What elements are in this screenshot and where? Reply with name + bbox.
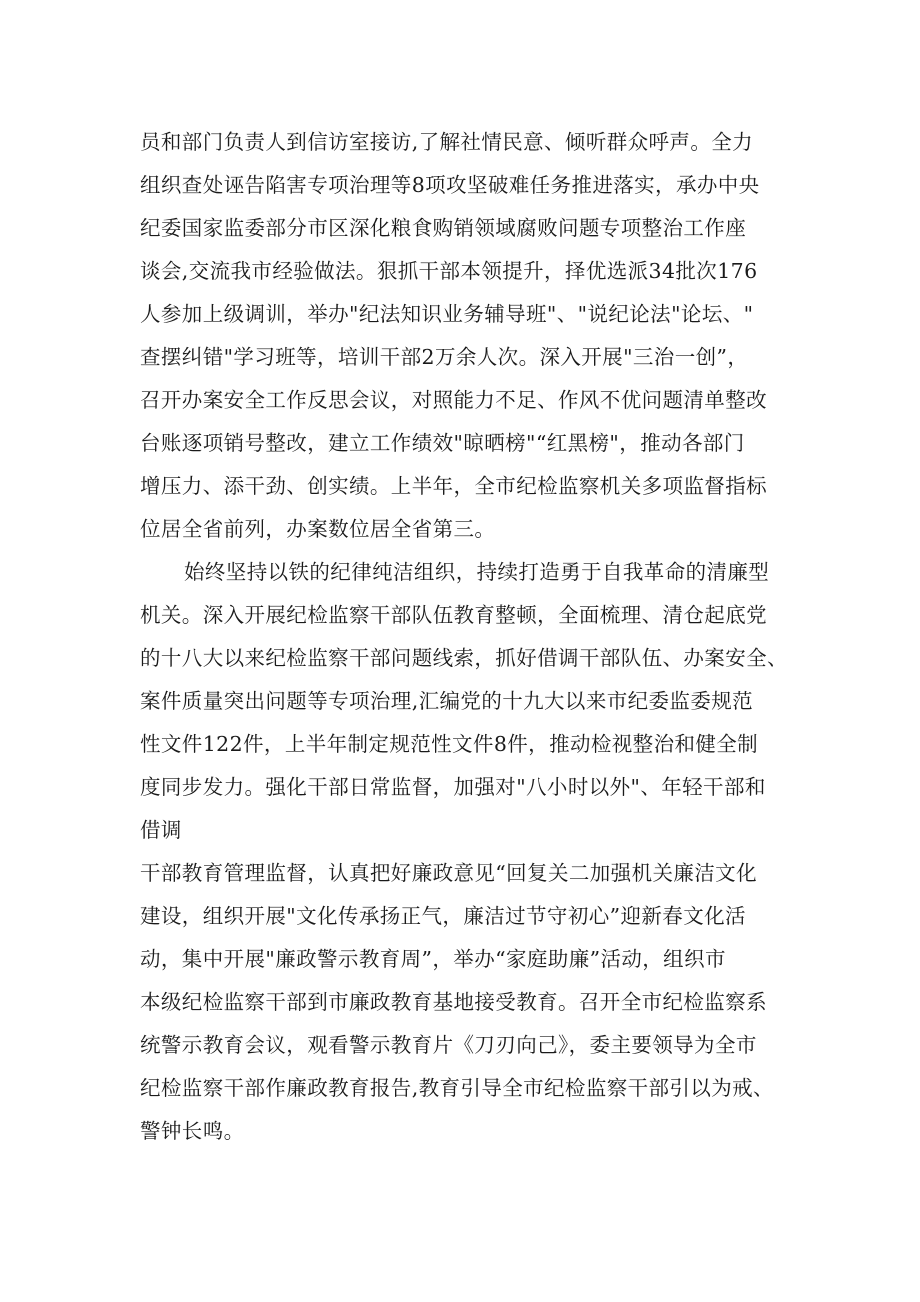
paragraph-clean-organization bbox=[140, 551, 790, 852]
text-line: 机关。深入开展纪检监察干部队伍教育整顿，全面梳理、清仓起底党 bbox=[140, 603, 767, 627]
text-line: 建设，组织开展"文化传承扬正气，廉洁过节守初心”迎新春文化活 bbox=[140, 904, 746, 928]
text-line: 谈会,交流我市经验做法。狠抓干部本领提升，择优选派34批次176 bbox=[140, 259, 758, 283]
text-line: 召开办案安全工作反思会议，对照能力不足、作风不优问题清单整改 bbox=[140, 388, 767, 412]
text-line: 统警示教育会议，观看警示教育片《刀刃向己》，委主要领导为全市 bbox=[140, 1033, 757, 1057]
text-line: 度同步发力。强化干部日常监督，加强对"八小时以外"、年轻干部和 bbox=[140, 775, 766, 799]
text-line: 警钟长鸣。 bbox=[140, 1119, 245, 1143]
text-line: 员和部门负责人到信访室接访,了解社情民意、倾听群众呼声。全力 bbox=[140, 130, 754, 154]
text-line: 查摆纠错"学习班等，培训干部2万余人次。深入开展"三治一创”， bbox=[140, 345, 749, 369]
text-line: 性文件122件，上半年制定规范性文件8件，推动检视整治和健全制 bbox=[140, 732, 759, 756]
text-line: 人参加上级调训，举办"纪法知识业务辅导班"、"说纪论法"论坛、" bbox=[140, 302, 754, 326]
text-line: 增压力、添干劲、创实绩。上半年，全市纪检监察机关多项监督指标 bbox=[140, 474, 767, 498]
text-line: 纪检监察干部作廉政教育报告,教育引导全市纪检监察干部引以为戒、 bbox=[140, 1076, 774, 1100]
text-line: 的十八大以来纪检监察干部问题线索，抓好借调干部队伍、办案安全、 bbox=[140, 646, 788, 670]
text-line: 干部教育管理监督，认真把好廉政意见“回复关二加强机关廉洁文化 bbox=[140, 861, 757, 885]
text-line-first: 始终坚持以铁的纪律纯洁组织，持续打造勇于自我革命的清廉型 bbox=[184, 560, 770, 584]
text-line: 位居全省前列，办案数位居全省第三。 bbox=[140, 517, 496, 541]
text-line: 台账逐项销号整改，建立工作绩效"晾晒榜"“红黑榜"，推动各部门 bbox=[140, 431, 745, 455]
text-line: 借调 bbox=[140, 818, 182, 842]
text-line: 动，集中开展"廉政警示教育周”，举办“家庭助廉”活动，组织市 bbox=[140, 947, 726, 971]
paragraph-continuation-education bbox=[140, 852, 790, 1153]
text-line: 案件质量突出问题等专项治理,汇编党的十九大以来市纪委监委规范 bbox=[140, 689, 754, 713]
text-line: 纪委国家监委部分市区深化粮食购销领域腐败问题专项整治工作座 bbox=[140, 216, 747, 240]
text-line: 组织查处诬告陷害专项治理等8项攻坚破难任务推进落实，承办中央 bbox=[140, 173, 760, 197]
paragraph-continuation bbox=[140, 121, 790, 551]
text-line: 本级纪检监察干部到市廉政教育基地接受教育。召开全市纪检监察系 bbox=[140, 990, 767, 1014]
